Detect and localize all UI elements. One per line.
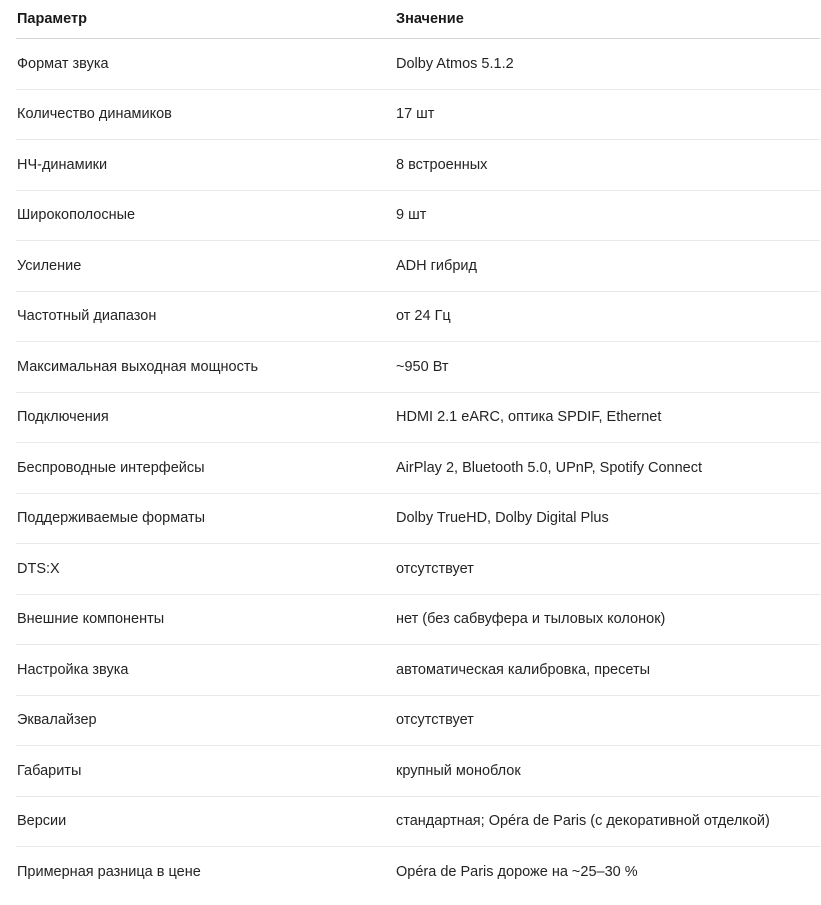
- table-row: [16, 342, 820, 393]
- table-row: [16, 645, 820, 696]
- cell-parameter: Подключения: [16, 392, 395, 443]
- cell-value: 8 встроенных: [395, 140, 820, 191]
- header-parameter: Параметр: [16, 0, 395, 39]
- table-row: [16, 190, 820, 241]
- cell-parameter: Внешние компоненты: [16, 594, 395, 645]
- table-row: [16, 39, 820, 90]
- cell-parameter: Широкополосные: [16, 190, 395, 241]
- cell-parameter: Эквалайзер: [16, 695, 395, 746]
- cell-value: отсутствует: [395, 544, 820, 595]
- cell-value: крупный моноблок: [395, 746, 820, 797]
- header-value: Значение: [395, 0, 820, 39]
- cell-value: нет (без сабвуфера и тыловых колонок): [395, 594, 820, 645]
- table-row: [16, 746, 820, 797]
- cell-value: AirPlay 2, Bluetooth 5.0, UPnP, Spotify Connect: [395, 443, 820, 494]
- cell-parameter: DTS:X: [16, 544, 395, 595]
- table-row: [16, 847, 820, 897]
- cell-parameter: Максимальная выходная мощность: [16, 342, 395, 393]
- cell-value: Opéra de Paris дороже на ~25–30 %: [396, 863, 638, 880]
- table-row: [16, 594, 820, 645]
- spec-table-container: [16, 0, 820, 897]
- cell-parameter: Версии: [16, 796, 395, 847]
- table-row: [16, 544, 820, 595]
- table-row: [16, 443, 820, 494]
- table-row: [16, 241, 820, 292]
- cell-parameter: Усиление: [16, 241, 395, 292]
- cell-parameter: Формат звука: [16, 39, 395, 90]
- table-row: [16, 89, 820, 140]
- cell-parameter: Поддерживаемые форматы: [16, 493, 395, 544]
- cell-value: Dolby TrueHD, Dolby Digital Plus: [395, 493, 820, 544]
- cell-value: Dolby Atmos 5.1.2: [395, 39, 820, 90]
- table-body: [16, 39, 820, 897]
- cell-parameter: Настройка звука: [16, 645, 395, 696]
- cell-parameter: Примерная разница в цене: [17, 863, 201, 880]
- cell-value: HDMI 2.1 eARC, оптика SPDIF, Ethernet: [395, 392, 820, 443]
- table-row: [16, 493, 820, 544]
- cell-value: 9 шт: [395, 190, 820, 241]
- cell-value: стандартная; Opéra de Paris (с декоративной отделкой): [395, 796, 820, 847]
- table-header-row: [16, 0, 820, 39]
- spec-table: [16, 0, 820, 897]
- table-row: [16, 796, 820, 847]
- table-row: [16, 695, 820, 746]
- cell-parameter: Количество динамиков: [16, 89, 395, 140]
- cell-parameter: Беспроводные интерфейсы: [16, 443, 395, 494]
- cell-parameter: Габариты: [16, 746, 395, 797]
- cell-parameter: Частотный диапазон: [16, 291, 395, 342]
- cell-value: ADH гибрид: [395, 241, 820, 292]
- table-row: [16, 140, 820, 191]
- cell-value: автоматическая калибровка, пресеты: [395, 645, 820, 696]
- cell-value: 17 шт: [395, 89, 820, 140]
- table-row: [16, 291, 820, 342]
- cell-value: ~950 Вт: [395, 342, 820, 393]
- cell-value: от 24 Гц: [395, 291, 820, 342]
- cell-parameter: НЧ-динамики: [16, 140, 395, 191]
- table-row: [16, 392, 820, 443]
- cell-value: отсутствует: [395, 695, 820, 746]
